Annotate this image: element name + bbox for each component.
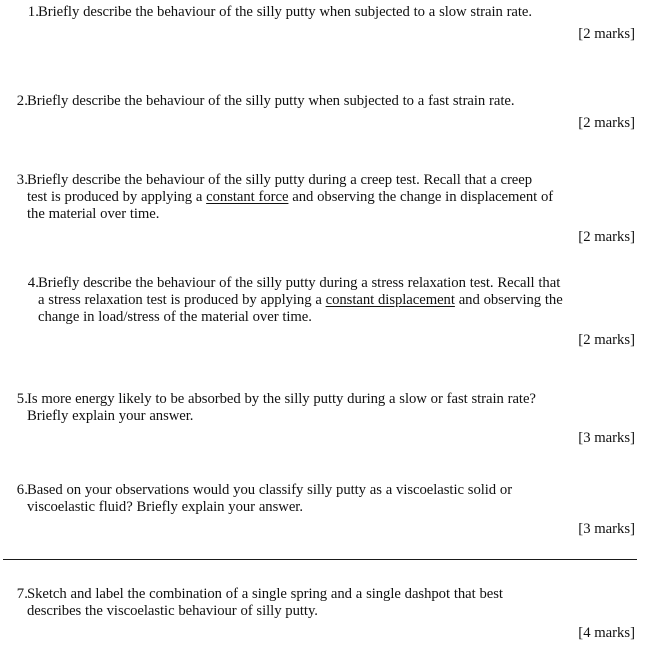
question-item-2 <box>0 93 648 131</box>
question-item-3 <box>0 172 648 245</box>
question-text-5 <box>27 391 648 425</box>
line-segment-pre: test is produced by applying a <box>27 189 207 206</box>
marks-allocation-1: [2 marks] <box>578 26 635 42</box>
line-segment-post: and observing the change in displacement of <box>288 189 554 206</box>
marks-allocation-5: [3 marks] <box>578 430 635 446</box>
question-item-6 <box>0 482 648 537</box>
emphasised-term-constant-displacement: constant displacement <box>325 292 455 309</box>
question-number-3: 3. <box>16 172 28 188</box>
question-row <box>0 172 648 224</box>
question-item-5 <box>0 391 648 446</box>
question-line: Sketch and label the combination of a single spring and a single dashpot that best <box>27 586 503 602</box>
question-line: describes the viscoelastic behaviour of silly putty. <box>27 603 318 620</box>
marks-allocation-6: [3 marks] <box>578 521 635 537</box>
question-number-5: 5. <box>16 391 28 407</box>
question-item-7 <box>0 586 648 641</box>
question-text-7 <box>27 586 648 620</box>
question-line: Briefly describe the behaviour of the silly putty when subjected to a slow strain rate. <box>38 4 533 20</box>
question-row <box>0 275 648 327</box>
marks-allocation-4: [2 marks] <box>578 332 635 348</box>
question-line <box>27 189 648 206</box>
question-number-6: 6. <box>16 482 28 498</box>
question-line: Briefly explain your answer. <box>27 408 194 425</box>
question-number-1: 1. <box>27 4 39 20</box>
question-line: Is more energy likely to be absorbed by the silly putty during a slow or fast strain rate? <box>27 391 536 407</box>
question-line: Briefly describe the behaviour of the silly putty when subjected to a fast strain rate. <box>27 93 515 109</box>
question-text-2 <box>27 93 648 110</box>
question-line: change in load/stress of the material over time. <box>38 309 312 326</box>
question-line: the material over time. <box>27 206 160 223</box>
marks-allocation-2: [2 marks] <box>578 115 635 131</box>
question-row <box>0 4 648 21</box>
section-divider <box>3 559 637 560</box>
question-number-7: 7. <box>16 586 28 602</box>
question-line: Based on your observations would you classify silly putty as a viscoelastic solid or <box>27 482 513 498</box>
line-segment-pre: a stress relaxation test is produced by applying a <box>38 292 326 309</box>
question-number-2: 2. <box>16 93 28 109</box>
question-item-1 <box>0 4 648 42</box>
question-line: viscoelastic fluid? Briefly explain your answer. <box>27 499 303 516</box>
question-row <box>0 482 648 516</box>
question-text-4 <box>38 275 648 327</box>
question-row <box>0 391 648 425</box>
marks-allocation-7: [4 marks] <box>578 625 635 641</box>
marks-allocation-3: [2 marks] <box>578 229 635 245</box>
question-text-1 <box>38 4 648 21</box>
question-number-4: 4. <box>27 275 39 291</box>
line-segment-post: and observing the <box>454 292 563 309</box>
question-item-4 <box>0 275 648 348</box>
question-row <box>0 586 648 620</box>
question-line: Briefly describe the behaviour of the silly putty during a stress relaxation test. Recall that <box>38 275 561 291</box>
question-row <box>0 93 648 110</box>
question-line: Briefly describe the behaviour of the silly putty during a creep test. Recall that a creep <box>27 172 533 188</box>
question-text-3 <box>27 172 648 224</box>
question-line <box>38 292 648 309</box>
emphasised-term-constant-force: constant force <box>206 189 289 206</box>
question-text-6 <box>27 482 648 516</box>
